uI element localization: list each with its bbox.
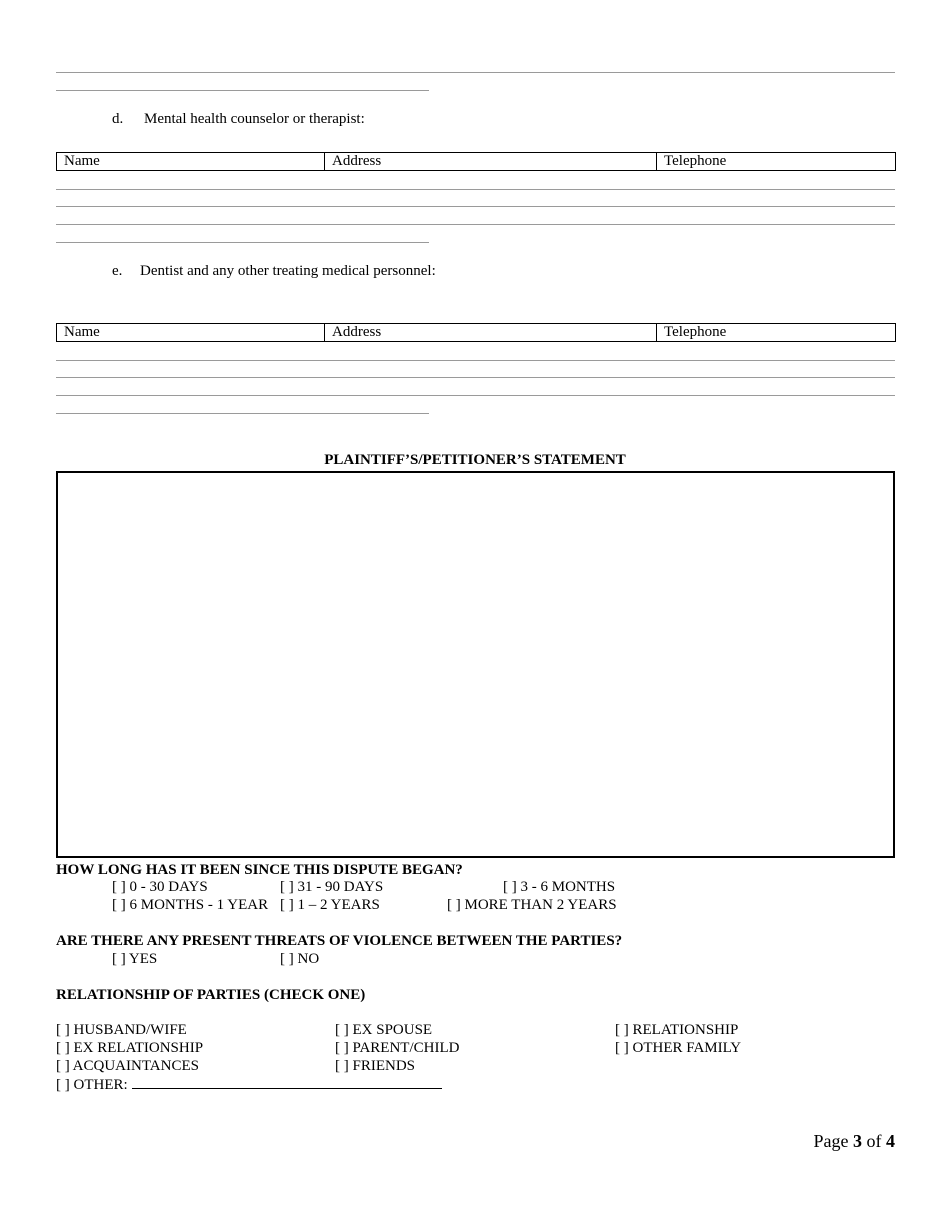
answer-line[interactable] — [56, 377, 895, 378]
page-number — [814, 1131, 896, 1151]
checkbox-more-than-2-years[interactable]: [ ] MORE THAN 2 YEARS — [447, 897, 617, 913]
relationship-question: RELATIONSHIP OF PARTIES (CHECK ONE) — [56, 987, 366, 1003]
answer-line[interactable] — [56, 413, 429, 414]
answer-line[interactable] — [56, 90, 429, 91]
checkbox-ex-spouse[interactable]: [ ] EX SPOUSE — [335, 1022, 433, 1038]
current-page: 3 — [853, 1131, 862, 1151]
column-address-header: Address — [324, 324, 657, 341]
answer-line[interactable] — [56, 189, 895, 190]
column-telephone-header: Telephone — [656, 153, 894, 170]
column-name-header: Name — [64, 324, 100, 340]
checkbox-other[interactable] — [56, 1076, 442, 1094]
checkbox-parent-child[interactable]: [ ] PARENT/CHILD — [335, 1040, 460, 1056]
checkbox-yes[interactable]: [ ] YES — [112, 951, 158, 967]
section-d-header-table — [56, 152, 896, 171]
checkbox-relationship[interactable]: [ ] RELATIONSHIP — [615, 1022, 739, 1038]
checkbox-ex-relationship[interactable]: [ ] EX RELATIONSHIP — [56, 1040, 204, 1056]
other-label: [ ] OTHER: — [56, 1077, 128, 1093]
statement-textbox[interactable] — [56, 471, 895, 858]
checkbox-friends[interactable]: [ ] FRIENDS — [335, 1058, 416, 1074]
of-word: of — [866, 1131, 882, 1151]
section-e-title: Dentist and any other treating medical personnel: — [140, 263, 436, 279]
checkbox-1-2-years[interactable]: [ ] 1 – 2 YEARS — [280, 897, 380, 913]
section-d-title: Mental health counselor or therapist: — [144, 111, 365, 127]
checkbox-6-months-1-year[interactable]: [ ] 6 MONTHS - 1 YEAR — [112, 897, 269, 913]
answer-line[interactable] — [56, 72, 895, 73]
checkbox-acquaintances[interactable]: [ ] ACQUAINTANCES — [56, 1058, 199, 1074]
checkbox-31-90-days[interactable]: [ ] 31 - 90 DAYS — [280, 879, 384, 895]
column-name-header: Name — [64, 153, 100, 169]
column-address-header: Address — [324, 153, 657, 170]
answer-line[interactable] — [56, 224, 895, 225]
column-telephone-header: Telephone — [656, 324, 894, 341]
answer-line[interactable] — [56, 395, 895, 396]
statement-heading: PLAINTIFF’S/PETITIONER’S STATEMENT — [324, 452, 626, 468]
answer-line[interactable] — [56, 206, 895, 207]
checkbox-other-family[interactable]: [ ] OTHER FAMILY — [615, 1040, 742, 1056]
section-d-label: d. — [112, 111, 124, 127]
section-e-header-table — [56, 323, 896, 342]
answer-line[interactable] — [56, 242, 429, 243]
section-e-label: e. — [112, 263, 123, 279]
answer-line[interactable] — [56, 360, 895, 361]
threats-question: ARE THERE ANY PRESENT THREATS OF VIOLENCE BETWEEN THE PARTIES? — [56, 933, 623, 949]
other-input-line[interactable] — [132, 1076, 442, 1089]
total-pages: 4 — [886, 1131, 895, 1151]
page-word: Page — [813, 1131, 849, 1151]
checkbox-husband-wife[interactable]: [ ] HUSBAND/WIFE — [56, 1022, 187, 1038]
checkbox-no[interactable]: [ ] NO — [280, 951, 320, 967]
dispute-duration-question: HOW LONG HAS IT BEEN SINCE THIS DISPUTE BEGAN? — [56, 862, 463, 878]
checkbox-0-30-days[interactable]: [ ] 0 - 30 DAYS — [112, 879, 208, 895]
checkbox-3-6-months[interactable]: [ ] 3 - 6 MONTHS — [503, 879, 616, 895]
